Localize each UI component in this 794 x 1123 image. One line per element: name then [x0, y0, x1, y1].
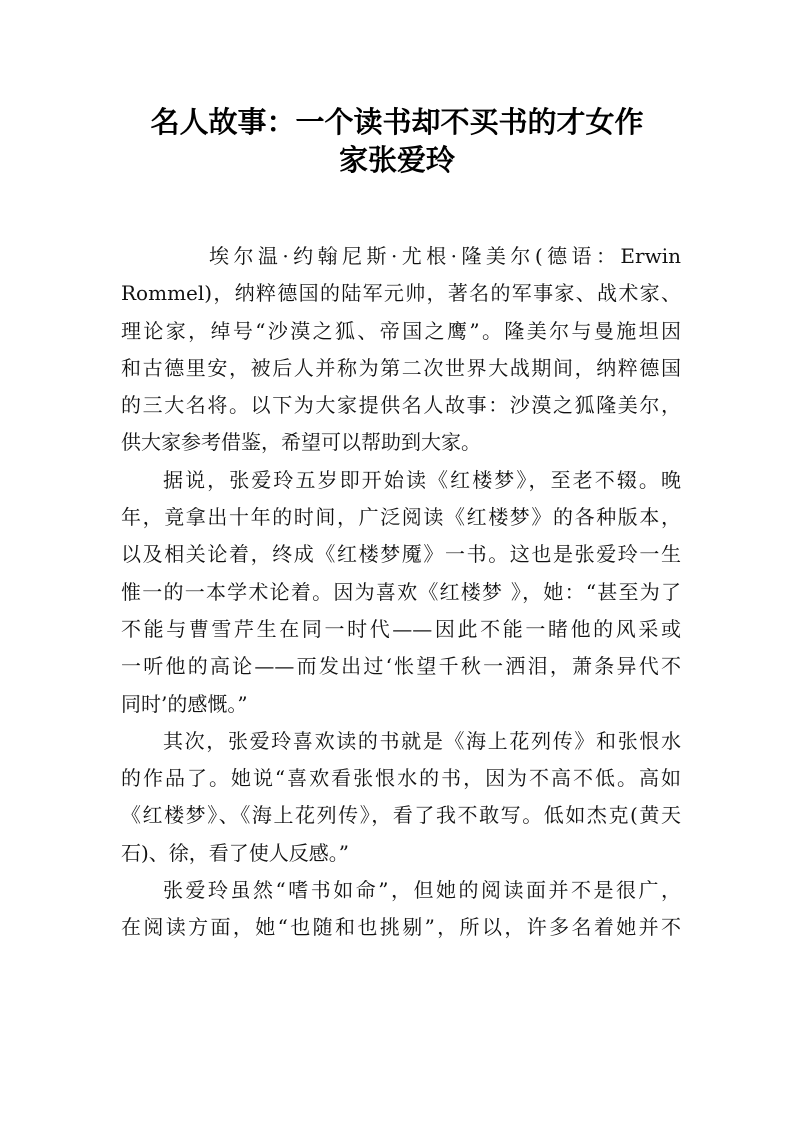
- paragraph-2-line-1: 据说，张爱玲五岁即开始读《红楼梦》，至老不辍。晚: [163, 467, 681, 492]
- paragraph-1-line-3: 理论家，绰号“沙漠之狐、帝国之鹰”。隆美尔与曼施坦因: [121, 318, 681, 343]
- paragraph-1-line-1: 埃尔温·约翰尼斯·尤根·隆美尔(德语：Erwin: [209, 244, 681, 268]
- paragraph-3-line-1: 其次，张爱玲喜欢读的书就是《海上花列传》和张恨水: [163, 728, 681, 753]
- paragraph-2-line-3: 以及相关论着，终成《红楼梦魇》一书。这也是张爱玲一生: [121, 542, 681, 567]
- paragraph-1-line-4: 和古德里安，被后人并称为第二次世界大战期间，纳粹德国: [121, 355, 681, 380]
- paragraph-2-line-4: 惟一的一本学术论着。因为喜欢《红楼梦 》，她：“甚至为了: [121, 579, 681, 604]
- paragraph-2-line-2: 年，竟拿出十年的时间，广泛阅读《红楼梦》的各种版本，: [121, 505, 681, 530]
- paragraph-4-line-1: 张爱玲虽然“嗜书如命”，但她的阅读面并不是很广，: [163, 878, 681, 903]
- paragraph-2-line-7: 同时’的感慨。”: [121, 691, 248, 716]
- paragraph-3-line-3: 《红楼梦》、《海上花列传》，看了我不敢写。低如杰克(黄天: [121, 803, 681, 828]
- paragraph-1-line-2: Rommel)，纳粹德国的陆军元帅，著名的军事家、战术家、: [121, 281, 681, 306]
- paragraph-4-line-2: 在阅读方面，她“也随和也挑剔”，所以，许多名着她并不: [121, 915, 681, 940]
- paragraph-2-line-6: 一听他的高论——而发出过‘怅望千秋一洒泪，萧条异代不: [121, 654, 681, 679]
- paragraph-3-line-2: 的作品了。她说“喜欢看张恨水的书，因为不高不低。高如: [121, 766, 681, 791]
- document-body: [121, 238, 681, 947]
- paragraph-2-line-5: 不能与曹雪芹生在同一时代——因此不能一睹他的风采或: [121, 616, 681, 641]
- paragraph-3-line-4: 石)、徐，看了使人反感。”: [121, 840, 350, 865]
- document-title-line-2: 家张爱玲: [338, 143, 455, 177]
- document-title-line-1: 名人故事：一个读书却不买书的才女作: [150, 105, 644, 139]
- paragraph-1-line-6: 供大家参考借鉴，希望可以帮助到大家。: [121, 430, 481, 455]
- paragraph-1-line-5: 的三大名将。以下为大家提供名人故事：沙漠之狐隆美尔，: [121, 393, 681, 418]
